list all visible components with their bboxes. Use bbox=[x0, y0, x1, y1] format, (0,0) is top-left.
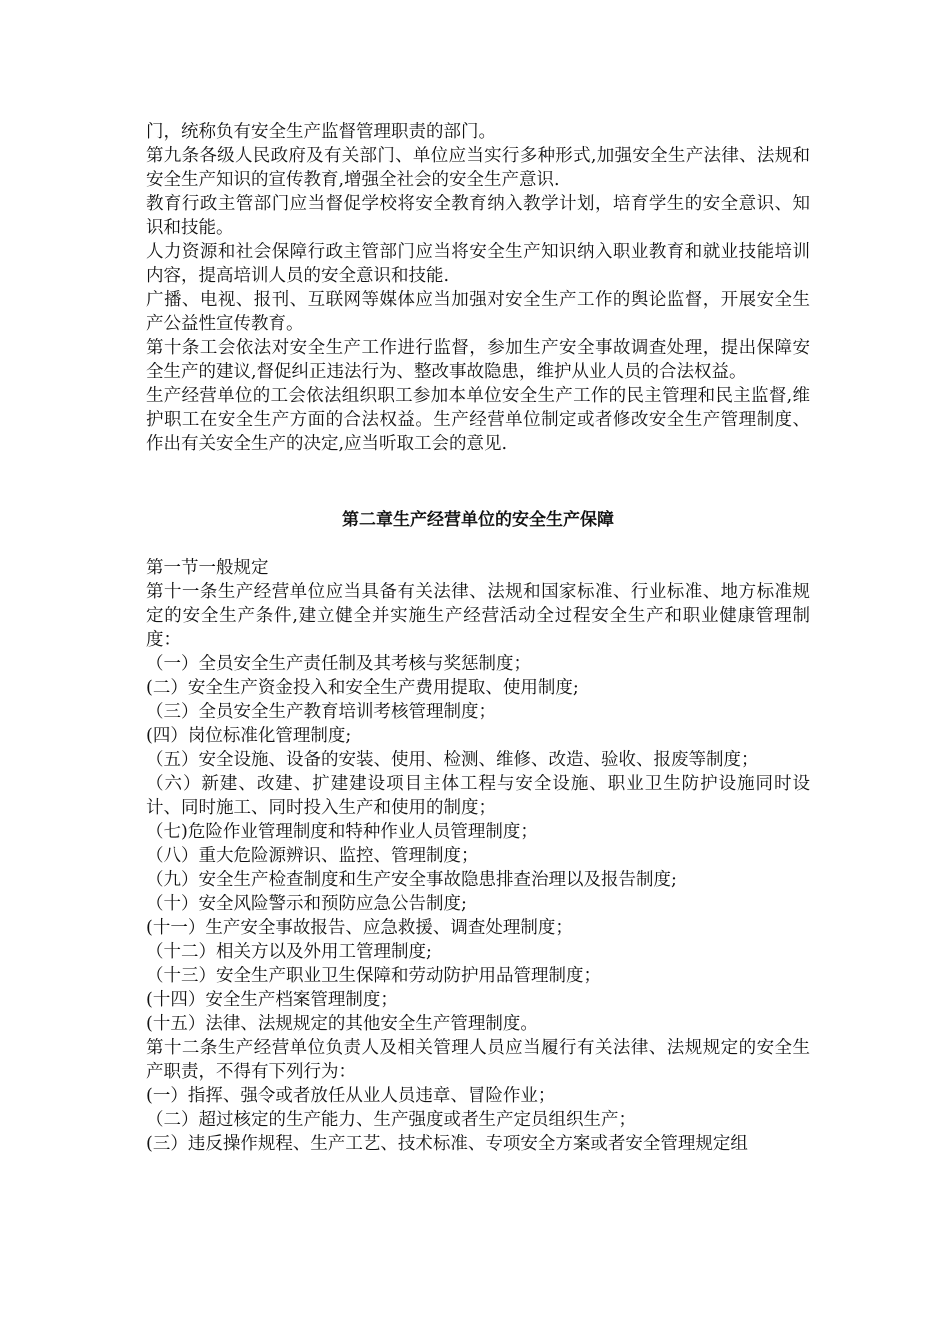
list-item: （七)危险作业管理制度和特种作业人员管理制度； bbox=[146, 822, 538, 842]
paragraph-block-a bbox=[146, 120, 810, 456]
chapter-heading: 第二章生产经营单位的安全生产保障 bbox=[342, 510, 614, 530]
list-item: (十四）安全生产档案管理制度； bbox=[146, 990, 398, 1010]
list-item: （十二）相关方以及外用工管理制度; bbox=[146, 942, 432, 962]
list-item: （九）安全生产检查制度和生产安全事故隐患排查治理以及报告制度; bbox=[146, 870, 677, 890]
paragraph: 第十条工会依法对安全生产工作进行监督，参加生产安全事故调查处理，提出保障安全生产的建议,督促纠正违法行为、整改事故隐患，维护从业人员的合法权益。 bbox=[146, 338, 810, 382]
list-item: (一）指挥、强令或者放任从业人员违章、冒险作业； bbox=[146, 1086, 556, 1106]
paragraph: 生产经营单位的工会依法组织职工参加本单位安全生产工作的民主管理和民主监督,维护职工在安全生产方面的合法权益。生产经营单位制定或者修改安全生产管理制度、作出有关安全生产的决定,应当听取工会的意见. bbox=[146, 386, 810, 454]
section-title: 第一节一般规定 bbox=[146, 558, 269, 578]
list-item: （十三）安全生产职业卫生保障和劳动防护用品管理制度； bbox=[146, 966, 601, 986]
paragraph: 门，统称负有安全生产监督管理职责的部门。 bbox=[146, 122, 496, 142]
paragraph: 人力资源和社会保障行政主管部门应当将安全生产知识纳入职业教育和就业技能培训内容，提高培训人员的安全意识和技能. bbox=[146, 242, 810, 286]
list-item: (三）违反操作规程、生产工艺、技术标准、专项安全方案或者安全管理规定组 bbox=[146, 1134, 748, 1154]
document-page bbox=[146, 120, 810, 1156]
list-item: (十五）法律、法规规定的其他安全生产管理制度。 bbox=[146, 1014, 538, 1034]
list-item: （二）超过核定的生产能力、生产强度或者生产定员组织生产； bbox=[146, 1110, 636, 1130]
list-item: (二）安全生产资金投入和安全生产费用提取、使用制度; bbox=[146, 678, 579, 698]
list-item: （一）全员安全生产责任制及其考核与奖惩制度； bbox=[146, 654, 531, 674]
list-item: （三）全员安全生产教育培训考核管理制度； bbox=[146, 702, 496, 722]
list-item: （十）安全风险警示和预防应急公告制度; bbox=[146, 894, 467, 914]
list-item: (十一）生产安全事故报告、应急救援、调查处理制度； bbox=[146, 918, 573, 938]
list-item: (四）岗位标准化管理制度; bbox=[146, 726, 352, 746]
paragraph: 第十二条生产经营单位负责人及相关管理人员应当履行有关法律、法规规定的安全生产职责，不得有下列行为： bbox=[146, 1038, 810, 1082]
list-item: （五）安全设施、设备的安装、使用、检测、维修、改造、验收、报废等制度； bbox=[146, 750, 759, 770]
list-item: （六）新建、改建、扩建建设项目主体工程与安全设施、职业卫生防护设施同时设计、同时施工、同时投入生产和使用的制度； bbox=[146, 774, 810, 818]
paragraph: 教育行政主管部门应当督促学校将安全教育纳入教学计划，培育学生的安全意识、知识和技能。 bbox=[146, 194, 810, 238]
paragraph: 广播、电视、报刊、互联网等媒体应当加强对安全生产工作的舆论监督，开展安全生产公益性宣传教育。 bbox=[146, 290, 810, 334]
paragraph: 第九条各级人民政府及有关部门、单位应当实行多种形式,加强安全生产法律、法规和安全生产知识的宣传教育,增强全社会的安全生产意识. bbox=[146, 146, 810, 190]
paragraph: 第十一条生产经营单位应当具备有关法律、法规和国家标准、行业标准、地方标准规定的安全生产条件,建立健全并实施生产经营活动全过程安全生产和职业健康管理制度： bbox=[146, 582, 810, 650]
paragraph-block-b bbox=[146, 556, 810, 1156]
list-item: （八）重大危险源辨识、监控、管理制度； bbox=[146, 846, 479, 866]
